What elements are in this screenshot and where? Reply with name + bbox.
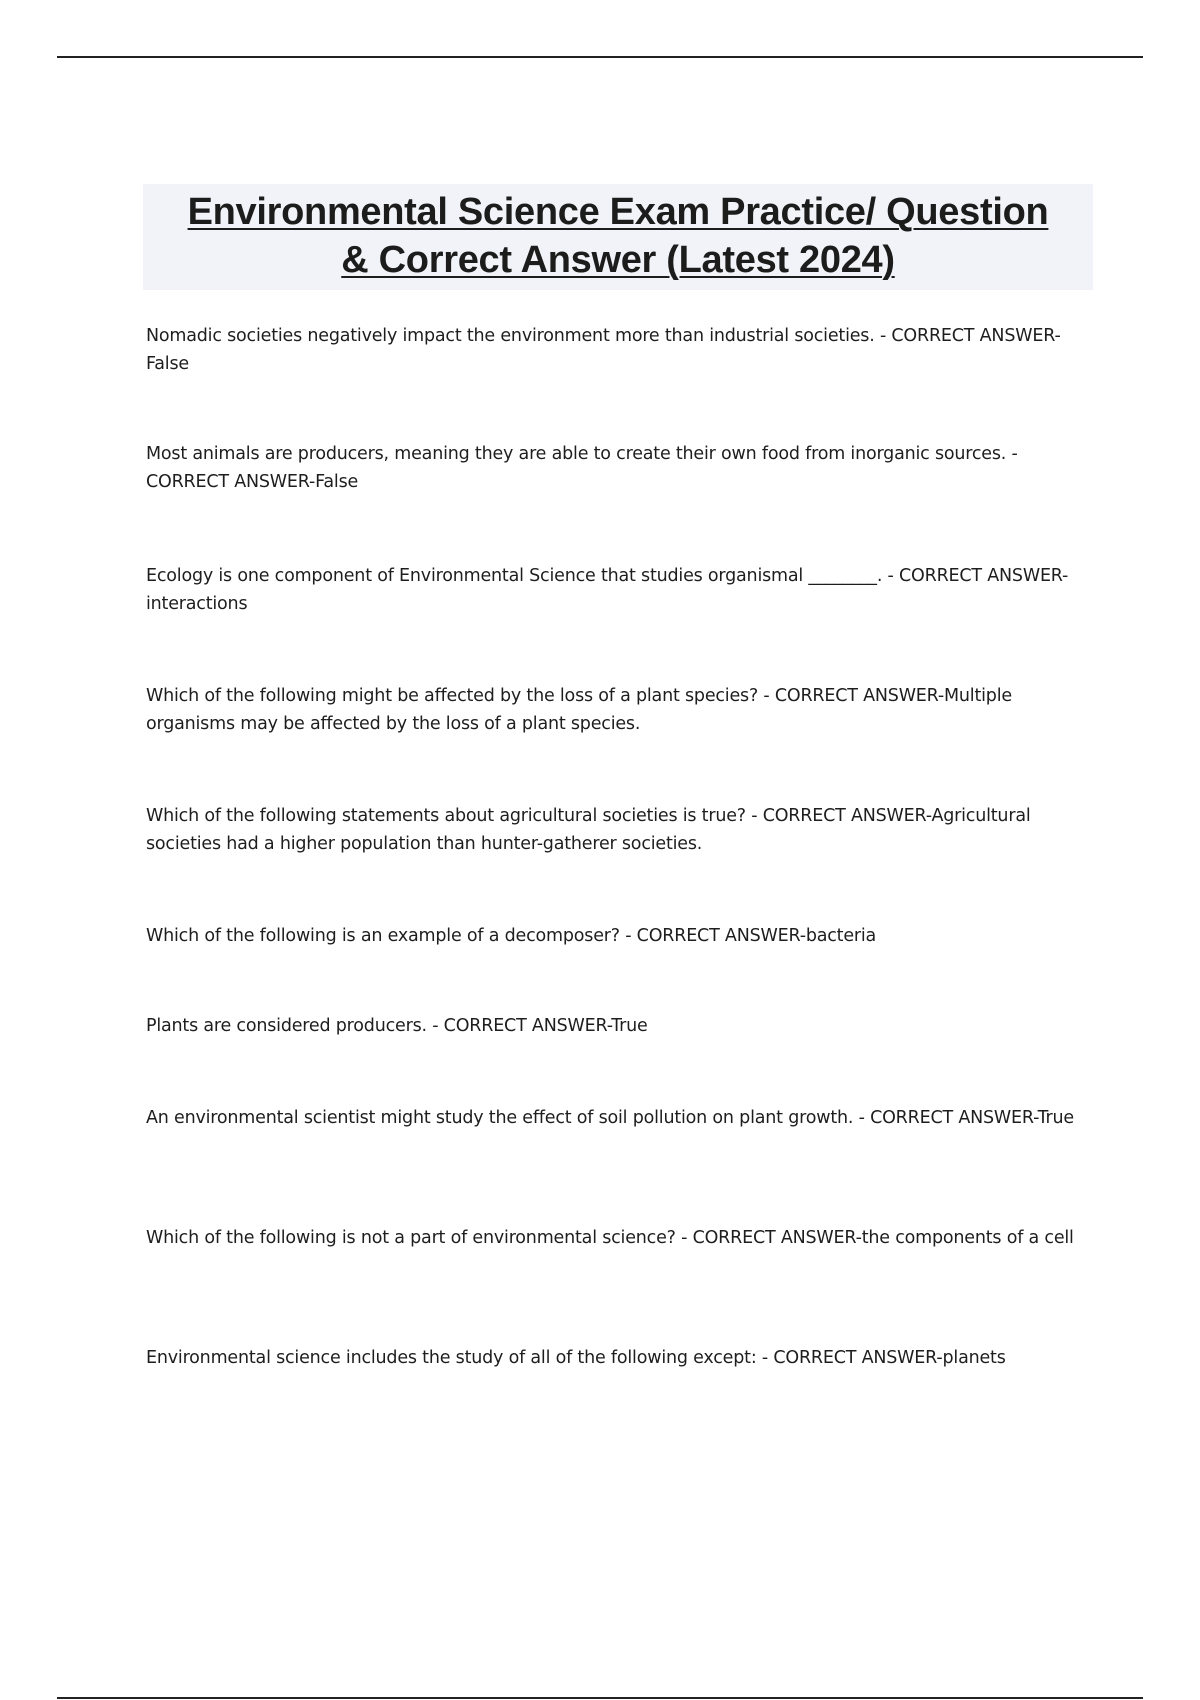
qa-item-6: Which of the following is an example of a decomposer? - CORRECT ANSWER-bacteria [146, 926, 877, 946]
qa-item-5: Which of the following statements about agricultural societies is true? - CORRECT ANSWER-Agricultural societies had a higher population than hunter-gatherer societies. [146, 806, 1031, 854]
qa-item-9: Which of the following is not a part of environmental science? - CORRECT ANSWER-the components of a cell [146, 1228, 1074, 1248]
qa-item-2: Most animals are producers, meaning they are able to create their own food from inorganic sources. - CORRECT ANSWER-False [146, 444, 1018, 492]
qa-item-10: Environmental science includes the study of all of the following except: - CORRECT ANSWER-planets [146, 1348, 1006, 1368]
qa-item-3: Ecology is one component of Environmental Science that studies organismal ________. - CORRECT ANSWER-interactions [146, 566, 1069, 614]
qa-item-8: An environmental scientist might study the effect of soil pollution on plant growth. - CORRECT ANSWER-True [146, 1108, 1074, 1128]
title-line-2: & Correct Answer (Latest 2024) [341, 239, 895, 281]
document-title [143, 184, 1093, 290]
top-rule [57, 56, 1143, 58]
title-line-1: Environmental Science Exam Practice/ Question [187, 191, 1049, 233]
qa-item-7: Plants are considered producers. - CORRECT ANSWER-True [146, 1016, 648, 1036]
qa-item-1: Nomadic societies negatively impact the environment more than industrial societies. - CORRECT ANSWER-False [146, 326, 1061, 374]
bottom-rule [57, 1697, 1143, 1699]
qa-item-4: Which of the following might be affected by the loss of a plant species? - CORRECT ANSWER-Multiple organisms may be affected by the loss of a plant species. [146, 686, 1012, 734]
